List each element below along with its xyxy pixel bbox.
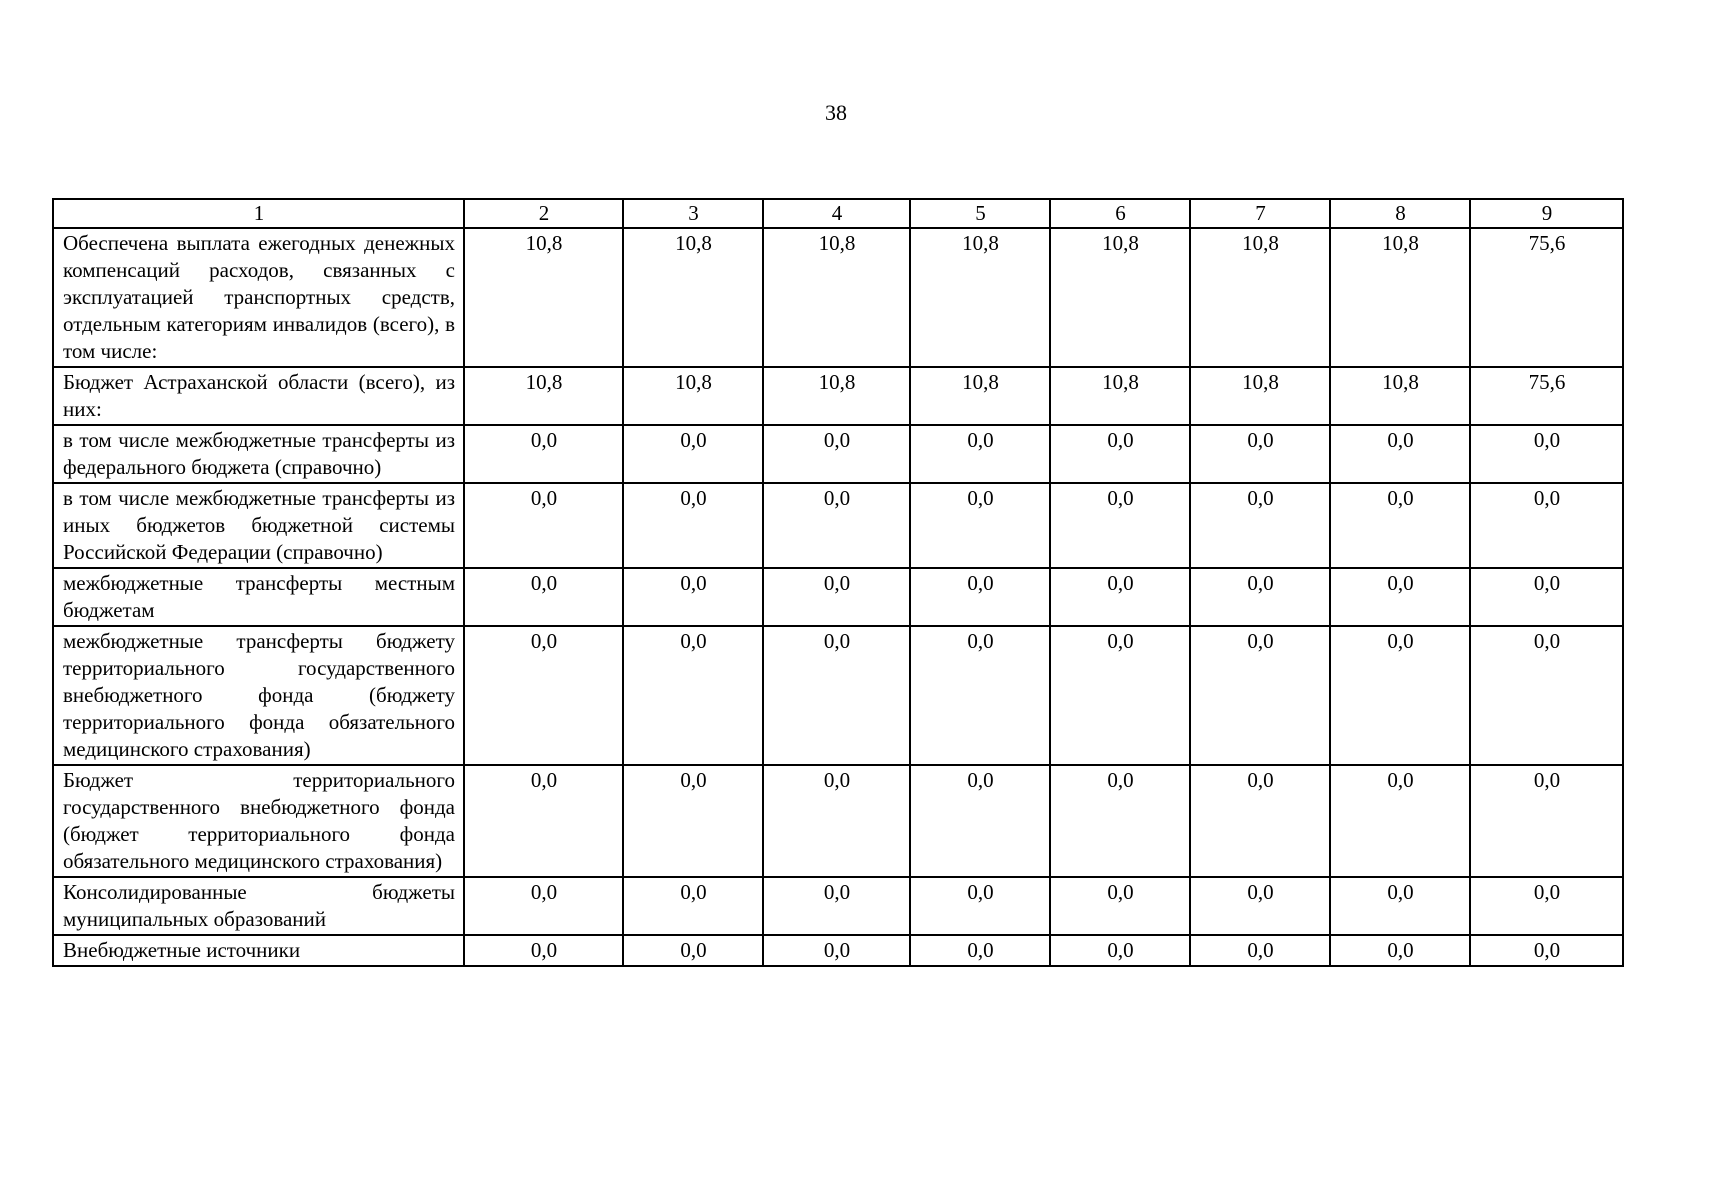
cell-value: 0,0 [1050, 935, 1190, 966]
cell-value: 0,0 [1050, 483, 1190, 568]
cell-value: 75,6 [1470, 367, 1623, 425]
cell-value: 0,0 [1050, 568, 1190, 626]
cell-value: 0,0 [763, 483, 910, 568]
cell-value: 10,8 [1190, 228, 1330, 367]
cell-value: 0,0 [1330, 935, 1470, 966]
cell-value: 0,0 [1470, 626, 1623, 765]
cell-value: 0,0 [910, 935, 1050, 966]
cell-value: 0,0 [464, 765, 623, 877]
table-row [53, 425, 1623, 483]
cell-value: 0,0 [623, 626, 763, 765]
cell-value: 0,0 [623, 935, 763, 966]
cell-value: 0,0 [910, 568, 1050, 626]
cell-value: 0,0 [910, 877, 1050, 935]
cell-value: 0,0 [1330, 568, 1470, 626]
cell-value: 0,0 [1330, 425, 1470, 483]
cell-value: 0,0 [763, 425, 910, 483]
cell-value: 0,0 [1050, 425, 1190, 483]
table-row [53, 483, 1623, 568]
row-label: межбюджетные трансферты бюджету территориального государственного внебюджетного фонда (бюджету территориального фонда обязательного медицинского страхования) [53, 626, 464, 765]
column-header: 6 [1050, 199, 1190, 228]
cell-value: 0,0 [910, 483, 1050, 568]
cell-value: 0,0 [464, 483, 623, 568]
cell-value: 0,0 [1190, 935, 1330, 966]
cell-value: 0,0 [1470, 568, 1623, 626]
table-row [53, 935, 1623, 966]
cell-value: 0,0 [763, 877, 910, 935]
cell-value: 0,0 [763, 765, 910, 877]
cell-value: 0,0 [763, 568, 910, 626]
cell-value: 10,8 [763, 367, 910, 425]
cell-value: 0,0 [1190, 626, 1330, 765]
budget-table [52, 198, 1624, 967]
cell-value: 0,0 [1050, 626, 1190, 765]
cell-value: 0,0 [623, 483, 763, 568]
cell-value: 0,0 [1330, 483, 1470, 568]
table-row [53, 626, 1623, 765]
row-label: Обеспечена выплата ежегодных денежных компенсаций расходов, связанных с эксплуатацией транспортных средств, отдельным категориям инвалидов (всего), в том числе: [53, 228, 464, 367]
row-label: в том числе межбюджетные трансферты из иных бюджетов бюджетной системы Российской Федерации (справочно) [53, 483, 464, 568]
cell-value: 0,0 [623, 568, 763, 626]
column-header: 1 [53, 199, 464, 228]
cell-value: 0,0 [1190, 483, 1330, 568]
cell-value: 10,8 [910, 228, 1050, 367]
cell-value: 10,8 [1330, 228, 1470, 367]
column-header: 7 [1190, 199, 1330, 228]
table-row [53, 765, 1623, 877]
cell-value: 0,0 [763, 935, 910, 966]
page-number: 38 [825, 100, 847, 125]
header-row [53, 199, 1623, 228]
table-row [53, 568, 1623, 626]
column-header: 5 [910, 199, 1050, 228]
cell-value: 0,0 [910, 626, 1050, 765]
row-label: Консолидированные бюджеты муниципальных образований [53, 877, 464, 935]
column-header: 9 [1470, 199, 1623, 228]
cell-value: 0,0 [1190, 877, 1330, 935]
row-label: межбюджетные трансферты местным бюджетам [53, 568, 464, 626]
cell-value: 0,0 [1330, 626, 1470, 765]
row-label: Бюджет территориального государственного внебюджетного фонда (бюджет территориального фонда обязательного медицинского страхования) [53, 765, 464, 877]
column-header: 8 [1330, 199, 1470, 228]
cell-value: 0,0 [464, 935, 623, 966]
cell-value: 0,0 [1330, 765, 1470, 877]
cell-value: 10,8 [910, 367, 1050, 425]
cell-value: 75,6 [1470, 228, 1623, 367]
cell-value: 0,0 [1470, 425, 1623, 483]
cell-value: 10,8 [464, 367, 623, 425]
row-label: в том числе межбюджетные трансферты из федерального бюджета (справочно) [53, 425, 464, 483]
cell-value: 10,8 [1190, 367, 1330, 425]
cell-value: 0,0 [1190, 765, 1330, 877]
cell-value: 10,8 [1330, 367, 1470, 425]
column-header: 3 [623, 199, 763, 228]
cell-value: 0,0 [464, 877, 623, 935]
cell-value: 0,0 [464, 626, 623, 765]
row-label: Внебюджетные источники [53, 935, 464, 966]
table-header [53, 199, 1623, 228]
cell-value: 0,0 [464, 425, 623, 483]
cell-value: 0,0 [1050, 877, 1190, 935]
table-row [53, 228, 1623, 367]
cell-value: 0,0 [1470, 877, 1623, 935]
column-header: 4 [763, 199, 910, 228]
column-header: 2 [464, 199, 623, 228]
cell-value: 0,0 [464, 568, 623, 626]
cell-value: 0,0 [910, 425, 1050, 483]
cell-value: 0,0 [623, 877, 763, 935]
cell-value: 0,0 [1330, 877, 1470, 935]
cell-value: 0,0 [623, 765, 763, 877]
table-row [53, 367, 1623, 425]
cell-value: 10,8 [763, 228, 910, 367]
cell-value: 0,0 [1470, 765, 1623, 877]
cell-value: 10,8 [623, 228, 763, 367]
cell-value: 0,0 [1470, 935, 1623, 966]
cell-value: 0,0 [1050, 765, 1190, 877]
cell-value: 0,0 [623, 425, 763, 483]
cell-value: 0,0 [910, 765, 1050, 877]
table-row [53, 877, 1623, 935]
cell-value: 0,0 [1190, 425, 1330, 483]
row-label: Бюджет Астраханской области (всего), из них: [53, 367, 464, 425]
cell-value: 10,8 [1050, 367, 1190, 425]
cell-value: 10,8 [623, 367, 763, 425]
cell-value: 0,0 [1470, 483, 1623, 568]
cell-value: 0,0 [1190, 568, 1330, 626]
cell-value: 0,0 [763, 626, 910, 765]
cell-value: 10,8 [1050, 228, 1190, 367]
cell-value: 10,8 [464, 228, 623, 367]
table-body [53, 228, 1623, 966]
